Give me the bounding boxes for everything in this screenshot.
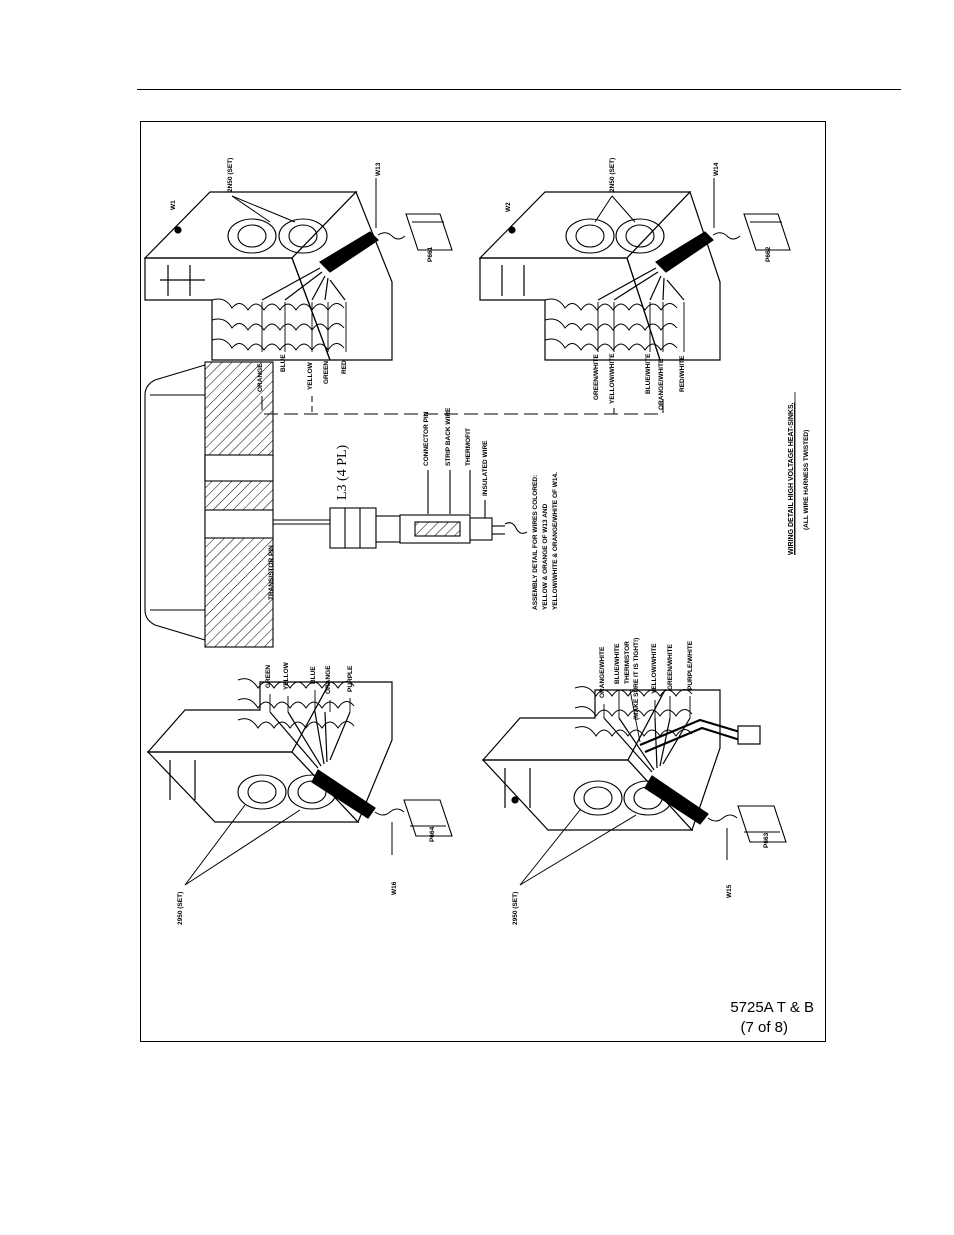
connector-p664 [404, 800, 452, 836]
heatsink-top-left [148, 679, 404, 822]
heatsink-id: W1 [170, 200, 177, 210]
wire-label: ORANGE/WHITE [658, 358, 665, 410]
wire-ref: W15 [726, 884, 733, 898]
strip-back-wire-label: STRIP BACK WIRE [445, 407, 452, 466]
svg-text:YELLOW/WHITE & ORANGE/WHITE OF: YELLOW/WHITE & ORANGE/WHITE OF W14. [552, 472, 559, 610]
heatsink-bottom-left [483, 687, 760, 830]
caption-line-1: 5725A T & B [730, 999, 814, 1016]
transistor-label: 2950 (SET) [512, 891, 519, 925]
wire-label: BLUE/WHITE [614, 643, 621, 684]
center-detail [145, 362, 527, 647]
dashed-link [262, 396, 663, 414]
wire-label: YELLOW/WHITE [609, 353, 616, 404]
svg-text:YELLOW & ORANGE OF W13 AND: YELLOW & ORANGE OF W13 AND [542, 503, 549, 610]
diagram-subtitle: (ALL WIRE HARNESS TWISTED) [803, 429, 810, 530]
wire-label: BLUE [310, 666, 317, 684]
heatsink-bottom-right [480, 192, 740, 360]
heatsink-id: W2 [505, 202, 512, 212]
wire-label: YELLOW [283, 662, 290, 690]
wire-label: YELLOW/WHITE [651, 643, 658, 694]
transistor-label: 2N50 (SET) [227, 157, 234, 192]
thermofit-label: THERMOFIT [465, 428, 472, 466]
wire-label: GREEN/WHITE [593, 354, 600, 400]
wire-label: RED/WHITE [679, 355, 686, 392]
wire-label: ORANGE/WHITE [599, 646, 606, 698]
wire-color-labels [593, 353, 686, 410]
connector-label: P661 [427, 246, 434, 262]
connector-p662 [744, 214, 790, 250]
transistor-label: 2N50 (SET) [609, 157, 616, 192]
connector-p661 [406, 214, 452, 250]
wire-label: GREEN [265, 664, 272, 688]
diagram-title: WIRING DETAIL HIGH VOLTAGE HEAT-SINKS. [788, 402, 795, 555]
wire-label: BLUE [280, 354, 287, 372]
wire-label: ORANGE [325, 665, 332, 694]
svg-text:ASSEMBLY DETAIL FOR WIRES COLO: ASSEMBLY DETAIL FOR WIRES COLORED: [532, 474, 539, 610]
l3-label: L3 (4 PL) [335, 444, 350, 500]
heatsink-top-right [145, 192, 405, 360]
transistor-label: 2950 (SET) [177, 891, 184, 925]
assembly-note [532, 472, 559, 610]
wire-label: RED [341, 360, 348, 374]
transistor-pin-label: TRANSISTOR PIN [268, 545, 275, 600]
wire-label: BLUE/WHITE [645, 353, 652, 394]
wire-label: PURPLE [347, 665, 354, 692]
connector-label: P664 [429, 826, 436, 842]
wire-label: THERMISTOR [624, 641, 631, 684]
caption-line-2: (7 of 8) [740, 1019, 788, 1036]
connector-pin-label: CONNECTOR PIN [423, 411, 430, 466]
connector-label: P662 [765, 246, 772, 262]
wire-ref: W14 [713, 162, 720, 176]
wire-ref: W16 [391, 881, 398, 895]
wire-label: PURPLE/WHITE [687, 640, 694, 690]
connector-p663 [738, 806, 786, 842]
insulated-wire-label: INSULATED WIRE [482, 440, 489, 496]
wire-label: GREEN [323, 360, 330, 384]
wire-label: YELLOW [307, 362, 314, 390]
wire-label: GREEN/WHITE [667, 644, 674, 690]
figure-caption [730, 998, 814, 1038]
wire-ref: W13 [375, 162, 382, 176]
wire-label: (MAKE SURE IT IS TIGHT!) [633, 637, 640, 720]
connector-label: P663 [763, 832, 770, 848]
